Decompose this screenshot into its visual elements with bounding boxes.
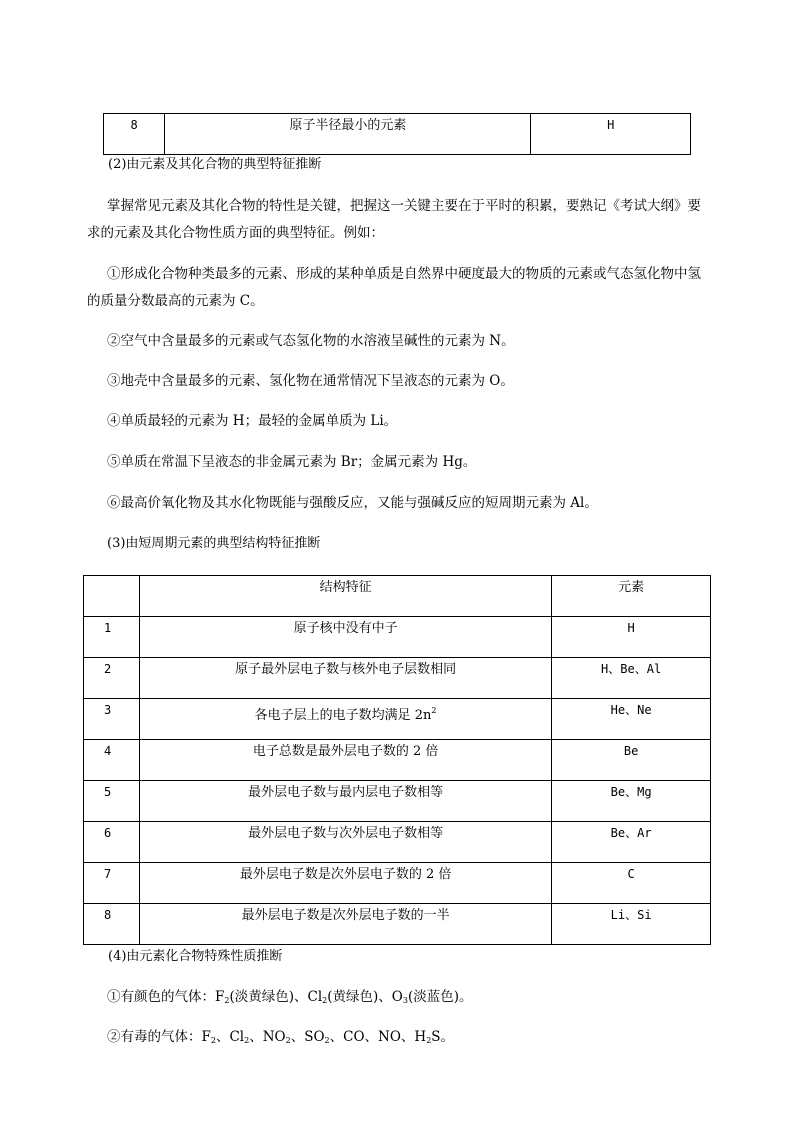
section2-item-6: ⑥最高价氧化物及其水化物既能与强酸反应，又能与强碱反应的短周期元素为 Al。: [107, 495, 598, 511]
row-element: H: [531, 114, 691, 155]
table-row: [84, 658, 711, 699]
section2-item-2: ②空气中含量最多的元素或气态氢化物的水溶液呈碱性的元素为 N。: [107, 333, 515, 349]
table-row: [104, 114, 691, 155]
section2-heading: (2)由元素及其化合物的典型特征推断: [108, 157, 322, 172]
row-feature: [139, 699, 551, 740]
row-number: 3: [84, 699, 140, 740]
subscript: 2: [322, 996, 328, 1005]
row-number: 4: [84, 740, 140, 781]
text-run: (黄绿色)、O: [327, 989, 403, 1005]
row-element: H、Be、Al: [552, 658, 711, 699]
section2-intro: 掌握常见元素及其化合物的特性是关键，把握这一关键主要在于平时的积累，要熟记《考试大纲》要求的元素及其化合物性质方面的典型特征。例如：: [87, 198, 701, 241]
row-element: Li、Si: [552, 904, 711, 945]
subscript: 2: [324, 1036, 330, 1045]
row-feature: 最外层电子数是次外层电子数的一半: [139, 904, 551, 945]
section2-item-5: ⑤单质在常温下呈液态的非金属元素为 Br；金属元素为 Hg。: [107, 454, 477, 470]
table-header-row: [84, 576, 711, 617]
text-run: 、NO: [249, 1029, 286, 1045]
row-feature: 电子总数是最外层电子数的 2 倍: [139, 740, 551, 781]
row-feature: 原子最外层电子数与核外电子层数相同: [139, 658, 551, 699]
subscript: 2: [224, 996, 230, 1005]
subscript: 2: [244, 1036, 250, 1045]
header-feature: 结构特征: [139, 576, 551, 617]
section4-item-2: [107, 1024, 727, 1054]
row-element: H: [552, 617, 711, 658]
superscript: 2: [431, 706, 437, 715]
table-row: [84, 699, 711, 740]
section2-item-3: ③地壳中含量最多的元素、氢化物在通常情况下呈液态的元素为 O。: [107, 373, 514, 389]
row-feature-text: 各电子层上的电子数均满足 2n: [254, 708, 432, 723]
row-number: 7: [84, 863, 140, 904]
row-feature: 最外层电子数与次外层电子数相等: [139, 822, 551, 863]
row-element: He、Ne: [552, 699, 711, 740]
header-element: 元素: [552, 576, 711, 617]
table-row: [84, 781, 711, 822]
text-run: (淡黄绿色)、Cl: [229, 989, 323, 1005]
subscript: 2: [285, 1036, 291, 1045]
header-num: [84, 576, 140, 617]
row-element: Be、Ar: [552, 822, 711, 863]
text-run: ①有颜色的气体：F: [107, 989, 225, 1005]
row-feature: 最外层电子数是次外层电子数的 2 倍: [139, 863, 551, 904]
section2-item-4: ④单质最轻的元素为 H；最轻的金属单质为 Li。: [107, 413, 398, 429]
row-element: Be、Mg: [552, 781, 711, 822]
table-row: [84, 822, 711, 863]
text-run: ②有毒的气体：F: [107, 1029, 211, 1045]
text-run: 、Cl: [215, 1029, 245, 1045]
text-run: 、SO: [290, 1029, 325, 1045]
subscript: 2: [426, 1036, 432, 1045]
table-row: [84, 617, 711, 658]
table-row: [84, 740, 711, 781]
table-atomic-radius: [103, 113, 691, 155]
section4-item-1: [107, 984, 727, 1014]
row-number: 8: [104, 114, 165, 155]
row-number: 1: [84, 617, 140, 658]
row-number: 5: [84, 781, 140, 822]
row-element: Be: [552, 740, 711, 781]
text-run: 、CO、NO、H: [329, 1029, 427, 1045]
subscript: 3: [402, 996, 408, 1005]
row-element: C: [552, 863, 711, 904]
text-run: (淡蓝色)。: [407, 989, 473, 1005]
row-feature: 原子核中没有中子: [139, 617, 551, 658]
row-number: 2: [84, 658, 140, 699]
table-row: [84, 904, 711, 945]
subscript: 2: [210, 1036, 216, 1045]
section2-item-1: ①形成化合物种类最多的元素、形成的某种单质是自然界中硬度最大的物质的元素或气态氢化物中氢的质量分数最高的元素为 C。: [87, 266, 701, 309]
section3-heading: (3)由短周期元素的典型结构特征推断: [107, 536, 321, 551]
row-number: 6: [84, 822, 140, 863]
row-number: 8: [84, 904, 140, 945]
text-run: S。: [431, 1029, 455, 1045]
table-structure-features: [83, 575, 711, 945]
section4-heading: (4)由元素化合物特殊性质推断: [108, 949, 283, 964]
row-feature: 最外层电子数与最内层电子数相等: [139, 781, 551, 822]
table-row: [84, 863, 711, 904]
row-feature: 原子半径最小的元素: [165, 114, 531, 155]
